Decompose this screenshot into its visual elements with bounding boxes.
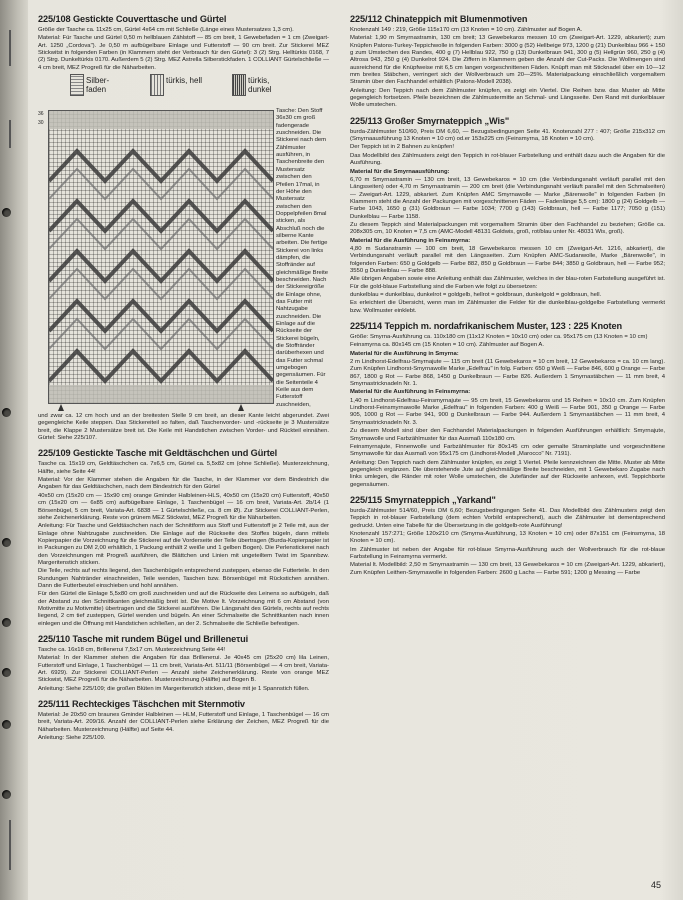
binding-mark	[9, 30, 11, 66]
article-text: 40x50 cm (15x20 cm — 15x90 cm) orange Gminder Halbleinen-HLS, 40x50 cm (15x20 cm) Futterstoff, 40x50 cm (15x20 cm — 6x85 cm) aufbügelbare Einlage, 1 Taschenbügel — 16 cm breit, Variata-Art. 2b/14 (1 Börsenbügel, 5 cm breit, Variata-Art. 6838 — 1 Gürtelschließe, ca. 8 cm Ø). Zur Stickerei COLLIANT-Perlen, siehe Zeichenerklärung. Reste von grünem MEZ Stickwist, MEZ Progreß für die Näharbeiten.	[38, 492, 329, 521]
article-text: dunkelblau = dunkelblau, dunkelrot = goldgelb, hellrot = goldbraun, dunkelgold = goldbraun, hell.	[350, 292, 602, 298]
instructions-text: Anleitung: Für Tasche und Geldtäschchen nach der Schnittform aus Stoff und Futterstoff je 2 Teile mit, aus der Einlage ohne Nahtzugabe zuschneiden. Die Einlage auf die Rückseite des Stoffes bügeln, dann mittels Kopierpapier die Vorzeichnung für die Stickerei auf die Vorderseite der Teile übertragen (Burda-Kopierpapier ist in Packungen zu DM 2,00 erhältlich, 1 Packung enthält 2 weiße und 1 gelben Bogen). Die Perlenstickerei nach den Vorzeichnungen mit Progreß ausführen, die Blättchen und Linien mit ungeteiltem Twist im Spannbzw. Margeritenstich sticken.	[38, 523, 329, 566]
article-title: 225/113 Großer Smyrnateppich „Wis"	[350, 115, 510, 126]
binding-hole	[2, 538, 11, 547]
instructions-text: Anleitung: Siehe 225/109.	[38, 735, 106, 742]
material-text: 2 m Lindhorst-Edelfrau-Smyrnajute — 115 cm breit (11 Gewebekaros = 10 cm breit, 12 Gewebekaros = ca. 10 cm lang). Zum Knüpfen Lindhorst-Smyrnawolle Marke „Edelfrau" in folg. Farben: 650 g Weiß — Farbe 846, 600 g Orange — Farbe 867, 1800 g Rot — Farbe 868, 1450 g Dunkelbraun — Farbe 826. Außerdem 1 Smyrnastäbchen — 11 mm breit, 4 Smyrnastricknadeln Nr. 1.	[350, 359, 665, 388]
legend-swatch-silver	[70, 74, 84, 96]
article-text: Für den Gürtel die Einlage 5,5x80 cm groß zuschneiden und auf die Rückseite des Leinens so aufbügeln, daß der Abstand zu den Schnittkanten gleichmäßig breit ist. Die Motive lt. Vorzeichnung mit 6 cm Abstand (von Motivmitte zu Motivmitte) übertragen und die Stickerei ausführen. Die Längsnaht des Gürtels, rechts auf rechts liegend, 2 cm tief zusteppen, Gürtel wenden und bügeln. An einer Schmalseite die Schnittkanten nach innen einlegen und die Öffnung mit Handstichen schließen, an der 2. Schmalseite die Schließe befestigen.	[38, 591, 329, 627]
pattern-motif	[49, 111, 273, 403]
material-text: Material: Für Tasche und Gürtel 0,50 m hellblauen Zählstoff — 85 cm breit, 1 Gewebefaden = 1 cm (Zweigart-Art. 1250 „Cordova"). Je 0,50 m aufbügelbare Einlage und Futterstoff — 90 cm breit. Zur Stickerei MEZ Stickwitst in folgenden Farben (in Klammern steht der Verbrauch für den Gürtel): 3 (2) Strg. Helltürkis 0168, 7 (2) Strg. Dunkeltürkis 0170. Außerdem 5 (2) Strg. MEZ Astrella Silberstickfaden. 1 COLLIANT Gürtelschließe — 4 cm breit, MEZ Progreß für die Näharbeiten.	[38, 35, 329, 71]
instructions-text: Anleitung: Den Teppich nach dem Zählmuster knüpfen, es zeigt 1 Viertel. Pfeile kennzeichnen die Mitte. Muster ab Mitte gegengleich ergänzen. Die überstehende Jute auf gleichmäßige Breite beschneiden, mit 1 Gewebekaro Zugabe nach links umlegen, die Ränder mit roter Wolle umstechen, die Jutefänder auf der Rückseite anhexen, evtl. Teppichborte gegensäumen.	[350, 459, 665, 488]
article-text: Die Teile, rechts auf rechts liegend, den Taschenbügeln entsprechend zusteppen, ebenso die Futterteile. In den Rundungen Nahtränder einschneiden, Teile wenden, Taschen bzw. Börsenbügel mit Rückstichen annähen. Dann die Futterbeutel einschieben und hohl annähen.	[38, 568, 329, 589]
repeat-arrow-left	[58, 404, 64, 411]
article-text: burda-Zählmuster 514/60, Preis DM 6,60; Bezugsbedingungen Seite 41. Das Modellbild des Zählmusters zeigt den Teppich in rot-blauer Farbstellung (dem echten Vorbild entsprechend), auch die Zählmuster ist dementsprechend gedruckt. Unten eine Tabelle für die Übersetzung in die goldgelb-rote Ausführung!	[350, 507, 665, 529]
binding-hole	[2, 668, 11, 677]
binding-hole	[2, 790, 11, 799]
section-subheading: Material für die Ausführung in Feinsmyrna:	[350, 389, 471, 396]
material-text: Material: 1,90 m Smyrnastramin, 130 cm breit; 13 Gewebekaros messen 10 cm (Zweigart-Art. 1229, abkariert); zum Knüpfen Patons-Turkey-Teppichwolle in folgenden Farben: 3000 g (52) Hellbeige 973, 1200 g (21) Dunkelblau 966 + 150 g zum Umstechen des Randes, 400 g (7) Hellblau 922, 750 g (13) Dunkelbraun 941, 300 g (5) Hellgrün 960, 250 g (4) Altrosa 943, 250 g (4) Dunkelrot 924. Die Ziffern in Klammern geben die Anzahl der Cut-Packs. Die Wollmengen sind ausreichend für die Knüpfweise mit 6,5 cm langen vorgeschnittenen Fäden. Knüpft man mit Sticknadel über ein 10—12 mm breites Stäbchen, verringert sich der Wollverbrauch um 20—25%. Materialpackung einschließlich vorgemaltem Stramin über den Fachhandel erhältlich (Patons-Modell 2038).	[350, 35, 665, 86]
article-text: Feinsmyrna ca. 80x145 cm (15 Knoten = 10 cm). Zählmuster auf Bogen A.	[350, 342, 544, 349]
legend-swatch-light-turquoise	[150, 74, 164, 96]
article-text: Feinsmyrnajute, Finnenwolle und Farbzählmuster für 80x145 cm oder gemalte Straminplatte und vorgeschnittene Smyrnawolle für das Ausmaß von 95x175 cm (Lindhorst-Modell „Marocco" Nr. 7191).	[350, 443, 665, 458]
article-text: Es erleichtert die Übersicht, wenn man im Zählmuster die Felder für die dunkelblau-goldgelbe Farbstellung vermerkt bzw. Wollmuster einklebt.	[350, 300, 665, 314]
material-text: Material: Vor der Klammer stehen die Angaben für die Tasche, in der Klammer vor dem Bindestrich die Angaben für das Geldtäschchen, nach dem Bindestrich für den Gürtel	[38, 477, 329, 491]
article-text: Größe der Tasche ca. 11x25 cm, Gürtel 4x64 cm mit Schließe (Länge eines Mustersatzes 1,3 cm).	[38, 27, 294, 33]
pattern-grid	[48, 110, 274, 404]
material-text: Material: In der Klammer stehen die Angaben für das Brilleneτui. Je 40x45 cm (25x20 cm) lila Leinen, Futterstoff und Einlage, 1 Taschenbügel — 11 cm breit, Variata-Art. 511/11 (Börsenbügel — 4 cm breit, Variata-Art. 6929). Zur Stickerei COLLIANT-Perlen — Anzahl siehe Zeichenerklärung. Reste von orange MEZ Stickwist, MEZ Progreß für die Näharbeiten. Musterzeichnung (Hälfte) auf Bogen B.	[38, 655, 329, 684]
article-text: Der Teppich ist in 2 Bahnen zu knüpfen!	[350, 144, 455, 151]
binding-hole	[2, 408, 11, 417]
material-text: Material lt. Modellbild: 2,50 m Smyrnastramin — 130 cm breit, 13 Gewebekaros = 10 cm (Zweigart-Art. 1229, abkariert), Zum Knüpfen Leithen-Smyrnawolle in folgenden Farben: 2600 g Lachs — Farbe 591; 1200 g Messing — Farbe	[350, 562, 665, 576]
dim-label-side: 30	[38, 120, 44, 127]
material-text: 1,40 m Lindhorst-Edelfrau-Feinsmyrnajute — 95 cm breit, 15 Gewebekaros und 15 Reihen = 10x10 cm. Zum Knüpfen Lindhorst-Feinsmyrnawolle Marke „Edelfrau" in folgenden Farben: 400 g Weiß — Farbe 901, 350 g Orange — Farbe 905, 1000 g Rot — Farbe 941, 900 g Dunkelbraun — Farbe 944. Außerdem 1 Smyrnastäbchen — 11 mm breit, 4 Smyrnastricknadeln Nr. 3.	[350, 397, 665, 426]
material-text: 4,80 m Sudanstramin — 100 cm breit, 18 Gewebekaros messen 10 cm (Zweigart-Art. 1216, abkariert), die Verbindungsnaht verläuft parallel mit den Längsseiten. Zum Knüpfen AMC-Sudanwolle, Marke „Bärenwolle", in folgenden Farben: 650 g Goldgelb — Farbe 882, 850 g Goldbraun — Farbe 844; 3850 g Goldbraun, hell — Farbe 952; 3550 g Dunkelblau — Farbe 888.	[350, 245, 665, 274]
article-title: 225/111 Rechteckiges Täschchen mit Sternmotiv	[38, 699, 245, 710]
article-title: 225/110 Tasche mit rundem Bügel und Brilleneτui	[38, 634, 249, 644]
binding-hole	[2, 720, 11, 729]
chart-legend	[70, 74, 320, 106]
binding-mark	[9, 120, 11, 148]
article-text: Alle übrigen Angaben sowie eine Anleitung enthält das Zählmuster, welches in der blau-roten Farbstellung ausgeführt ist. Für die gold-blaue Farbstellung sind die Farben wie folgt zu übersetzen:	[350, 276, 665, 290]
bag-instructions: Tasche: Den Stoff 36x30 cm groß fadengerade zuschneiden. Die Stickerei nach dem Zählmuster ausführen, in Taschenbreite den Mustersatz zwischen den Pfeilen 17mal, in der Höhe den Mustersatz zwischen den Doppelpfeilen 8mal sticken, als Abschluß noch die silberne Kante arbeiten. Die fertige Stickerei von links dämpfen, die Stoffränder auf gleichmäßige Breite beschneiden. Nach der Stickereigröße die Einlage ohne, das Futter mit Nahtzugabe zuschneiden. Die Einlage auf die Rückseite der Stickerei bügeln, die Stoffränder darüberhexen und das Futter schmal umgebogen gegensäumen. Für die Seitenteile 4 Keile aus dem Futterstoff zuschneiden,	[276, 108, 329, 408]
article-title: 225/114 Teppich m. nordafrikanischem Muster, 123 : 225 Knoten	[350, 321, 623, 332]
article-text: Im Zählmuster ist neben der Angabe für rot-blaue Smyrna-Ausführung auch der Wollverbrauch für die rot-blaue Farbstellung in Feinsmyrna vermerkt.	[350, 546, 665, 560]
legend-label-dark-turquoise: türkis, dunkel	[248, 76, 272, 95]
dim-label-top: 36	[38, 111, 44, 118]
left-column	[38, 14, 329, 743]
article-text: Zu diesem Teppich sind Materialpackungen mit vorgemaltem Stramin über den Fachhandel zu beziehen; Größe ca. 208x305 cm, 10 Knoten = 7,5 cm (AMC-Modell 48131 Goldwis, groß, rot/blau unter Nr. 48031 Wis, groß).	[350, 221, 665, 236]
binding-hole	[2, 618, 11, 627]
binding-mark	[9, 820, 11, 870]
article-text: burda-Zählmuster 510/60, Preis DM 6,60, — Bezugsbedingungen Seite 41. Knotenzahl 277 : 407; Größe 215x312 cm (Smyrnaausführung 13 Knoten = 10 cm) od.er 153x225 cm (Feinsmyrna, 18 Knoten = 10 cm).	[350, 128, 665, 143]
right-column	[350, 14, 665, 578]
binding-hole	[2, 208, 11, 217]
embroidery-pattern-chart	[38, 74, 329, 410]
article-title: 225/115 Smyrnateppich „Yarkand"	[350, 494, 496, 505]
section-subheading: Material für die Ausführung in Smyrna:	[350, 350, 459, 357]
legend-swatch-dark-turquoise	[232, 74, 246, 96]
article-text: Tasche ca. 16x18 cm, Brilleneτui 7,5x17 cm. Musterzeichnung Seite 44!	[38, 647, 225, 653]
instructions-text: Anleitung: Den Teppich nach dem Zählmuster knüpfen, es zeigt ein Viertel. Die Reihen bzw. das Muster ab Mitte gegengleich fortsetzen. Pfeile bezeichnen die Zählmustermitte an Schmal- und Längsseite. Den Rand mit dunkelblauer Wolle umstechen.	[350, 87, 665, 109]
page-number: 45	[650, 880, 661, 890]
article-text: Tasche ca. 15x19 cm, Geldtäschchen ca. 7x6,5 cm, Gürtel ca. 5,5x82 cm (ohne Schließe). Musterzeichnung, Hälfte, siehe Seite 44!	[38, 461, 329, 475]
section-subheading: Material für die Ausführung in Feinsmyrna:	[350, 237, 471, 244]
article-text: und zwar ca. 12 cm hoch und an der breitesten Stelle 9 cm breit, an dieser Kante leicht abgerundet. Zwei gegengleiche Keile steppen. Das Stickereiteil so falten, daß Taschenvorder- und -rückseite je 3 Mustersätze breit, die Klappe 2 Mustersätze breit ist. Die Keile mit Handstichen zwischen Vorder- und Rückteil einnähen. Gürtel: Siehe 225/107.	[38, 413, 329, 442]
article-title: 225/108 Gestickte Couverttasche und Gürtel	[38, 14, 227, 24]
article-text: Knotenzahl 149 : 219, Größe 115x170 cm (13 Knoten = 10 cm). Zählmuster auf Bogen A.	[350, 27, 583, 33]
material-text: 6,70 m Smyrnastramin — 130 cm breit, 13 Gewebekaros = 10 cm (die Verbindungsnaht verläuft parallel mit den Längsseiten) oder 4,70 m Smyrnastramin — 200 cm breit (die Verbindungsnaht verläuft parallel mit den Schmalseiten) — Zweigart-Art. 1229, abkariert. Zum Knüpfen AMC Smyrnawolle — Marke „Bärenwolle" in folgenden Farben (in Klammern steht die Anzahl der Packungen mit vorgeschnittenen Fäden — Fadenlänge 5,5 cm): 1800 g (24) Goldgelb — Farbe 1043, 1650 g (31) Goldbraun — Farbe 1034; 7700 g (143) Goldbraun, hell — Farbe 1177; 7050 g (151) Dunkelblau — Farbe 1158.	[350, 176, 665, 220]
article-title: 225/109 Gestickte Tasche mit Geldtäschchen und Gürtel	[38, 448, 278, 459]
article-text: Zu diesem Modell sind über den Fachhandel Materialpackungen in folgenden Ausführungen erhältlich: Smyrnajute, Smyrnawolle und Farbzählmuster für das Ausmaß 110x180 cm.	[350, 428, 665, 442]
repeat-arrow-right	[238, 404, 244, 411]
spiral-binding	[0, 0, 28, 900]
article-text: Das Modellbild des Zählmusters zeigt den Teppich in rot-blauer Farbstellung und enthält dazu auch die Angaben für die Ausführung.	[350, 152, 665, 167]
article-title: 225/112 Chinateppich mit Blumenmotiven	[350, 14, 528, 24]
article-text: Knotenzahl 157:271; Größe 120x210 cm (Smyrna-Ausführung, 13 Knoten = 10 cm) oder 87x151 cm (Feinsmyrna, 18 Knoten = 10 cm).	[350, 530, 665, 545]
legend-label-light-turquoise: türkis, hell	[166, 76, 203, 86]
section-subheading: Material für die Smyrnaausführung:	[350, 168, 450, 175]
material-text: Material: Je 20x50 cm braunes Gminder Halbleinen — HLM, Futterstoff und Einlage, 1 Taschenbügel — 16 cm breit, Variata-Art. 209/16. Anzahl der COLLIANT-Perlen siehe Erklärung der Zeichen, MEZ Progreß für die Näharbeiten. Musterzeichnung (Hälfte) auf Seite 44.	[38, 712, 329, 733]
legend-label-silver: Silber-faden	[86, 76, 110, 95]
article-text: Größe: Smyrna-Ausführung ca. 110x180 cm (11x12 Knoten = 10x10 cm) oder ca. 95x175 cm (13 Knoten = 10 cm)	[350, 334, 648, 341]
instructions-text: Anleitung: Siehe 225/109; die großen Blüten im Margeritenstich sticken, diese mit je 1 Spannstich füllen.	[38, 685, 310, 692]
